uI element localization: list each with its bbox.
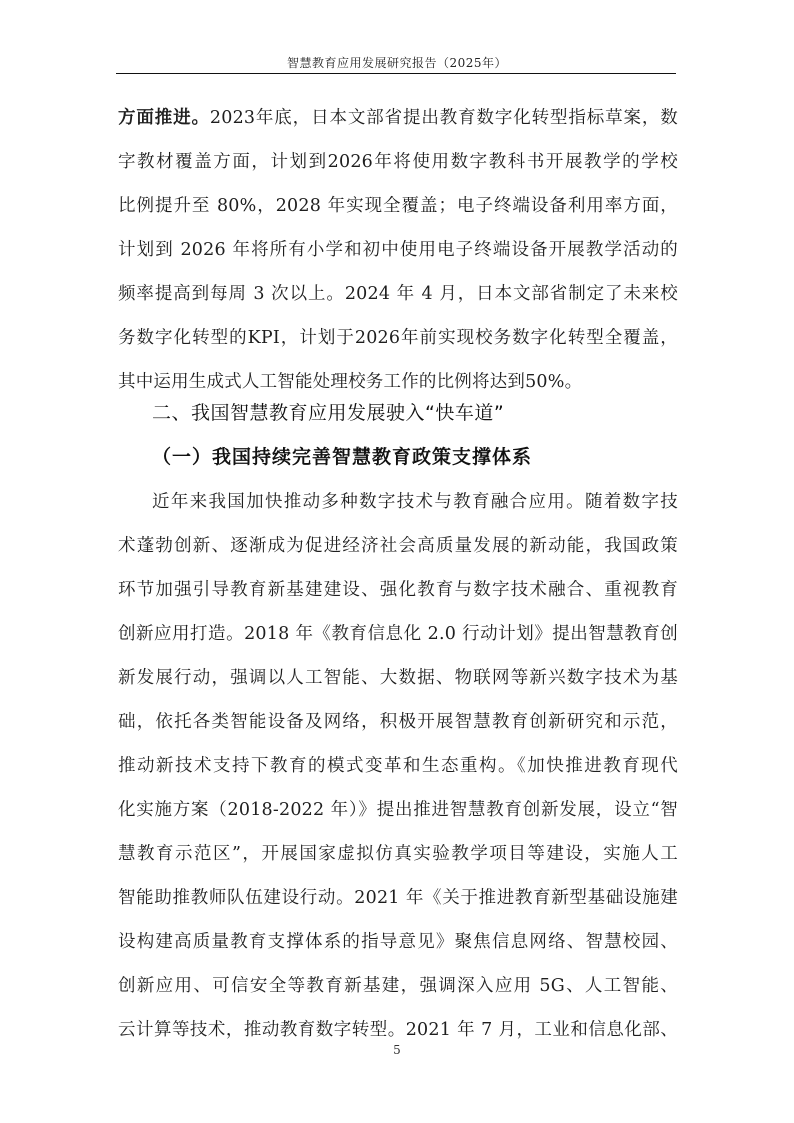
paragraph-2-line-4: 创新应用打造。2018 年《教育信息化 2.0 行动计划》提出智慧教育创 (118, 624, 678, 644)
paragraph-1-line-4: 计划到 2026 年将所有小学和初中使用电子终端设备开展教学活动的 (118, 240, 678, 260)
subsection-heading: （一）我国持续完善智慧教育政策支撑体系 (152, 446, 533, 468)
paragraph-2-line-5: 新发展行动，强调以人工智能、大数据、物联网等新兴数字技术为基 (118, 668, 678, 688)
paragraph-2-line-9: 慧教育示范区”，开展国家虚拟仿真实验教学项目等建设，实施人工 (118, 844, 678, 864)
paragraph-2-topic-sentence: 近年来我国加快推动多种数字技术与教育融合应用。 (152, 492, 585, 512)
paragraph-1-line-1-text: 2023年底，日本文部省提出教育数字化转型指标草案，数 (209, 108, 678, 128)
paragraph-1-line-3: 比例提升至 80%，2028 年实现全覆盖；电子终端设备利用率方面， (118, 196, 678, 216)
paragraph-2-line-3: 环节加强引导教育新基建建设、强化教育与数字技术融合、重视教育 (118, 580, 678, 600)
paragraph-1-line-5: 频率提高到每周 3 次以上。2024 年 4 月，日本文部省制定了未来校 (118, 284, 678, 304)
paragraph-2-line-11: 设构建高质量教育支撑体系的指导意见》聚焦信息网络、智慧校园、 (118, 932, 678, 952)
section-heading: 二、我国智慧教育应用发展驶入“快车道” (152, 402, 505, 424)
paragraph-2-line-1 (152, 488, 678, 513)
paragraph-2-line-12: 创新应用、可信安全等教育新基建，强调深入应用 5G、人工智能、 (118, 976, 678, 996)
page-number: 5 (393, 1043, 401, 1057)
running-header: 智慧教育应用发展研究报告（2025年） (286, 56, 508, 70)
paragraph-1-line-2: 字教材覆盖方面，计划到2026年将使用数字教科书开展教学的学校 (118, 152, 678, 172)
header-divider (116, 73, 676, 74)
paragraph-2-line-1-rest: 随着数字技 (585, 492, 679, 512)
paragraph-2-line-8: 化实施方案（2018-2022 年）》提出推进智慧教育创新发展，设立“智 (118, 800, 678, 820)
paragraph-1-line-1 (118, 104, 678, 129)
paragraph-2-line-13: 云计算等技术，推动教育数字转型。2021 年 7 月，工业和信息化部、 (118, 1020, 678, 1040)
paragraph-2-line-7: 推动新技术支持下教育的模式变革和生态重构。《加快推进教育现代 (118, 756, 678, 776)
paragraph-1-line-7: 其中运用生成式人工智能处理校务工作的比例将达到50%。 (118, 372, 583, 392)
paragraph-2-line-10: 智能助推教师队伍建设行动。2021 年《关于推进教育新型基础设施建 (118, 888, 678, 908)
paragraph-1-bold-lead: 方面推进。 (118, 108, 210, 128)
paragraph-1-line-6: 务数字化转型的KPI，计划于2026年前实现校务数字化转型全覆盖， (118, 328, 678, 348)
paragraph-2-line-2: 术蓬勃创新、逐渐成为促进经济社会高质量发展的新动能，我国政策 (118, 536, 678, 556)
paragraph-2-line-6: 础，依托各类智能设备及网络，积极开展智慧教育创新研究和示范， (118, 712, 678, 732)
